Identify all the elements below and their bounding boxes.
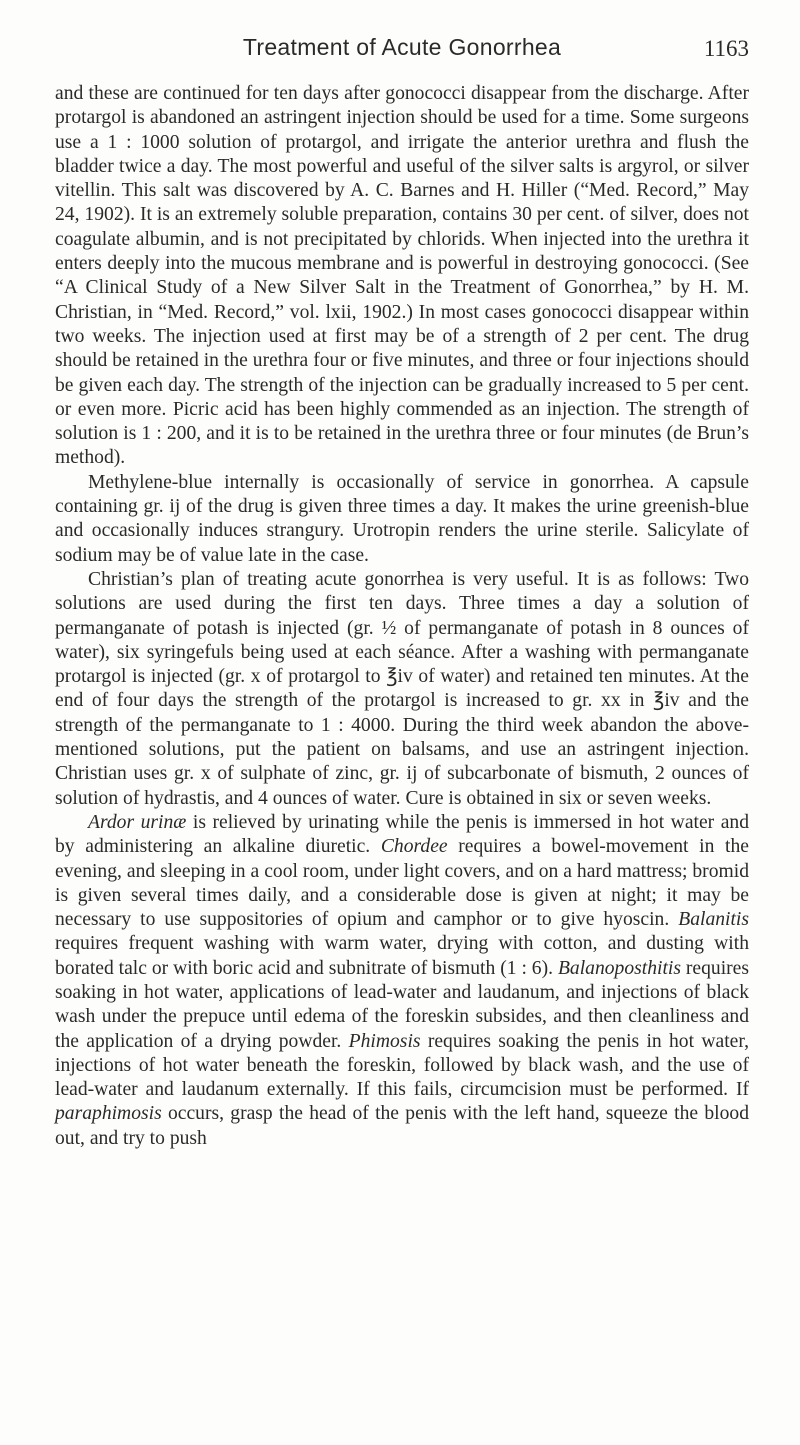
term-paraphimosis: paraphimosis <box>55 1103 162 1125</box>
text-run: is relieved by urinating while the penis is immersed in hot water and by administering an alkaline diuretic. <box>55 811 750 858</box>
page-header <box>55 30 749 70</box>
paragraph-complications <box>55 811 749 1151</box>
text-run: occurs, grasp the head of the penis with the left hand, squeeze the blood out, and try to push <box>55 1103 749 1149</box>
term-phimosis: Phimosis <box>348 1030 421 1052</box>
page-number: 1163 <box>703 36 749 61</box>
term-balanoposthitis: Balanoposthitis <box>557 957 681 979</box>
running-head: Treatment of Acute Gonorrhea <box>242 34 562 60</box>
text-run: requires soaking in hot water, applications of lead-water and laudanum, and injections of black wash under the prepuce until edema of the foreskin subsides, and then cleanliness and the application of a drying powder. <box>55 957 749 1052</box>
term-chordee: Chordee <box>380 836 448 858</box>
text-run: requires frequent washing with warm water, drying with cotton, and dusting with borated talc or with boric acid and subnitrate of bismuth (1 : 6). <box>55 933 749 979</box>
text-run: requires soaking the penis in hot water, injections of hot water beneath the foreskin, followed by black wash, and the use of lead-water and laudanum externally. If this fails, circumcision must be performed. If <box>55 1030 749 1101</box>
body-text <box>55 82 749 1151</box>
text-run: requires a bowel-movement in the evening, and sleeping in a cool room, under light covers, and on a hard mattress; bromid is given several times daily, and a considerable dose is given at night; it may be necessary to use suppositories of opium and camphor or to give hyoscin. <box>55 836 749 931</box>
paragraph-argyrol: and these are continued for ten days after gonococci disappear from the discharge. After protargol is abandoned an astringent injection should be used for a time. Some surgeons use a 1 : 1000 solution of protargol, and irrigate the anterior urethra and flush the bladder twice a day. The most powerful and useful of the silver salts is argyrol, or silver vitellin. This salt was discovered by A. C. Barnes and H. Hiller (“Med. Record,” May 24, 1902). It is an extremely soluble preparation, contains 30 per cent. of silver, does not coagulate albumin, and is not precipitated by chlorids. When injected into the urethra it enters deeply into the mucous membrane and is powerful in destroying gonococci. (See “A Clinical Study of a New Silver Salt in the Treatment of Gonorrhea,” by H. M. Christian, in “Med. Record,” vol. lxii, 1902.) In most cases gonococci disappear within two weeks. The injection used at first may be of a strength of 2 per cent. The drug should be retained in the urethra four or five minutes, and three or four injections should be given each day. The strength of the injection can be gradually increased to 5 per cent. or even more. Picric acid has been highly commended as an injection. The strength of solution is 1 : 200, and it is to be retained in the urethra three or four minutes (de Brun’s method). <box>55 83 749 469</box>
term-ardor-urinae: Ardor urinæ <box>88 811 187 833</box>
paragraph-christians-plan: Christian’s plan of treating acute gonorrhea is very useful. It is as follows: Two solutions are used during the first ten days. Three times a day a solution of permanganate of potash is injected (gr. ½ of permanganate of potash in 8 ounces of water), six syringefuls being used at each séance. After a washing with permanganate protargol is injected (gr. x of protargol to ℥iv of water) and retained ten minutes. At the end of four days the strength of the protargol is increased to gr. xx in ℥iv and the strength of the permanganate to 1 : 4000. During the third week abandon the above-mentioned solutions, put the patient on balsams, and use an astringent injection. Christian uses gr. x of sulphate of zinc, gr. ij of subcarbonate of bismuth, 2 ounces of solution of hydrastis, and 4 ounces of water. Cure is obtained in six or seven weeks. <box>55 568 749 809</box>
paragraph-methylene-blue: Methylene-blue internally is occasionally of service in gonorrhea. A capsule containing gr. ij of the drug is given three times a day. It makes the urine greenish-blue and occasionally induces strangury. Urotropin renders the urine sterile. Salicylate of sodium may be of value late in the case. <box>55 471 749 566</box>
term-balanitis: Balanitis <box>678 909 749 931</box>
